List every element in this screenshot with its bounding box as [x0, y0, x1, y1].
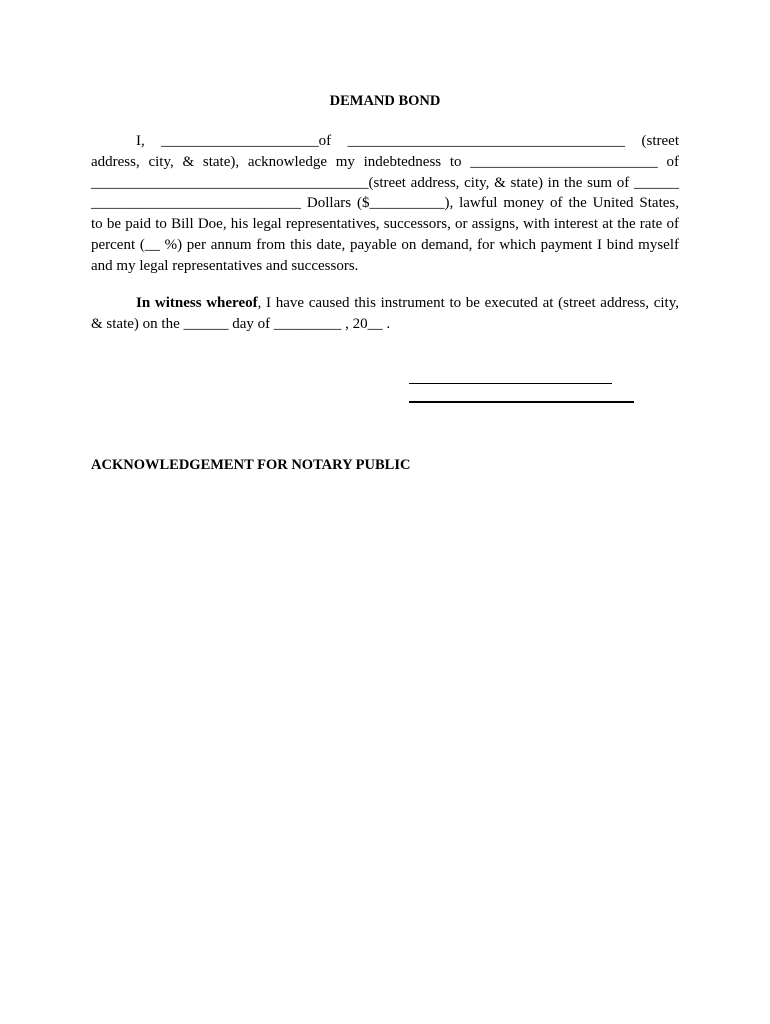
paragraph-line: percent (__ %) per annum from this date, payable on demand, for which payment I bind myself	[91, 236, 679, 253]
notary-heading: ACKNOWLEDGEMENT FOR NOTARY PUBLIC	[91, 457, 411, 473]
paragraph-line: to be paid to Bill Doe, his legal representatives, successors, or assigns, with interest at the rate of	[91, 216, 679, 233]
witness-line	[91, 293, 679, 314]
witness-line: & state) on the ______ day of _________ , 20__ .	[91, 315, 391, 332]
witness-paragraph	[91, 293, 679, 335]
paragraph-line: _____________________________________(street address, city, & state) in the sum of ______	[91, 174, 679, 191]
paragraph-line: I, _____________________of _____________________________________ (street	[136, 133, 679, 149]
signature-line	[409, 383, 612, 384]
witness-bold-phrase: In witness whereof	[136, 295, 258, 311]
signature-line	[409, 401, 634, 403]
paragraph-line: ____________________________ Dollars ($__________), lawful money of the United States,	[91, 195, 679, 212]
witness-line-rest: , I have caused this instrument to be executed at (street address, city,	[257, 295, 679, 311]
bond-paragraph	[91, 131, 679, 277]
paragraph-line: and my legal representatives and successors.	[91, 257, 359, 274]
paragraph-line: address, city, & state), acknowledge my indebtedness to _________________________ of	[91, 153, 679, 170]
document-title: DEMAND BOND	[329, 93, 441, 109]
